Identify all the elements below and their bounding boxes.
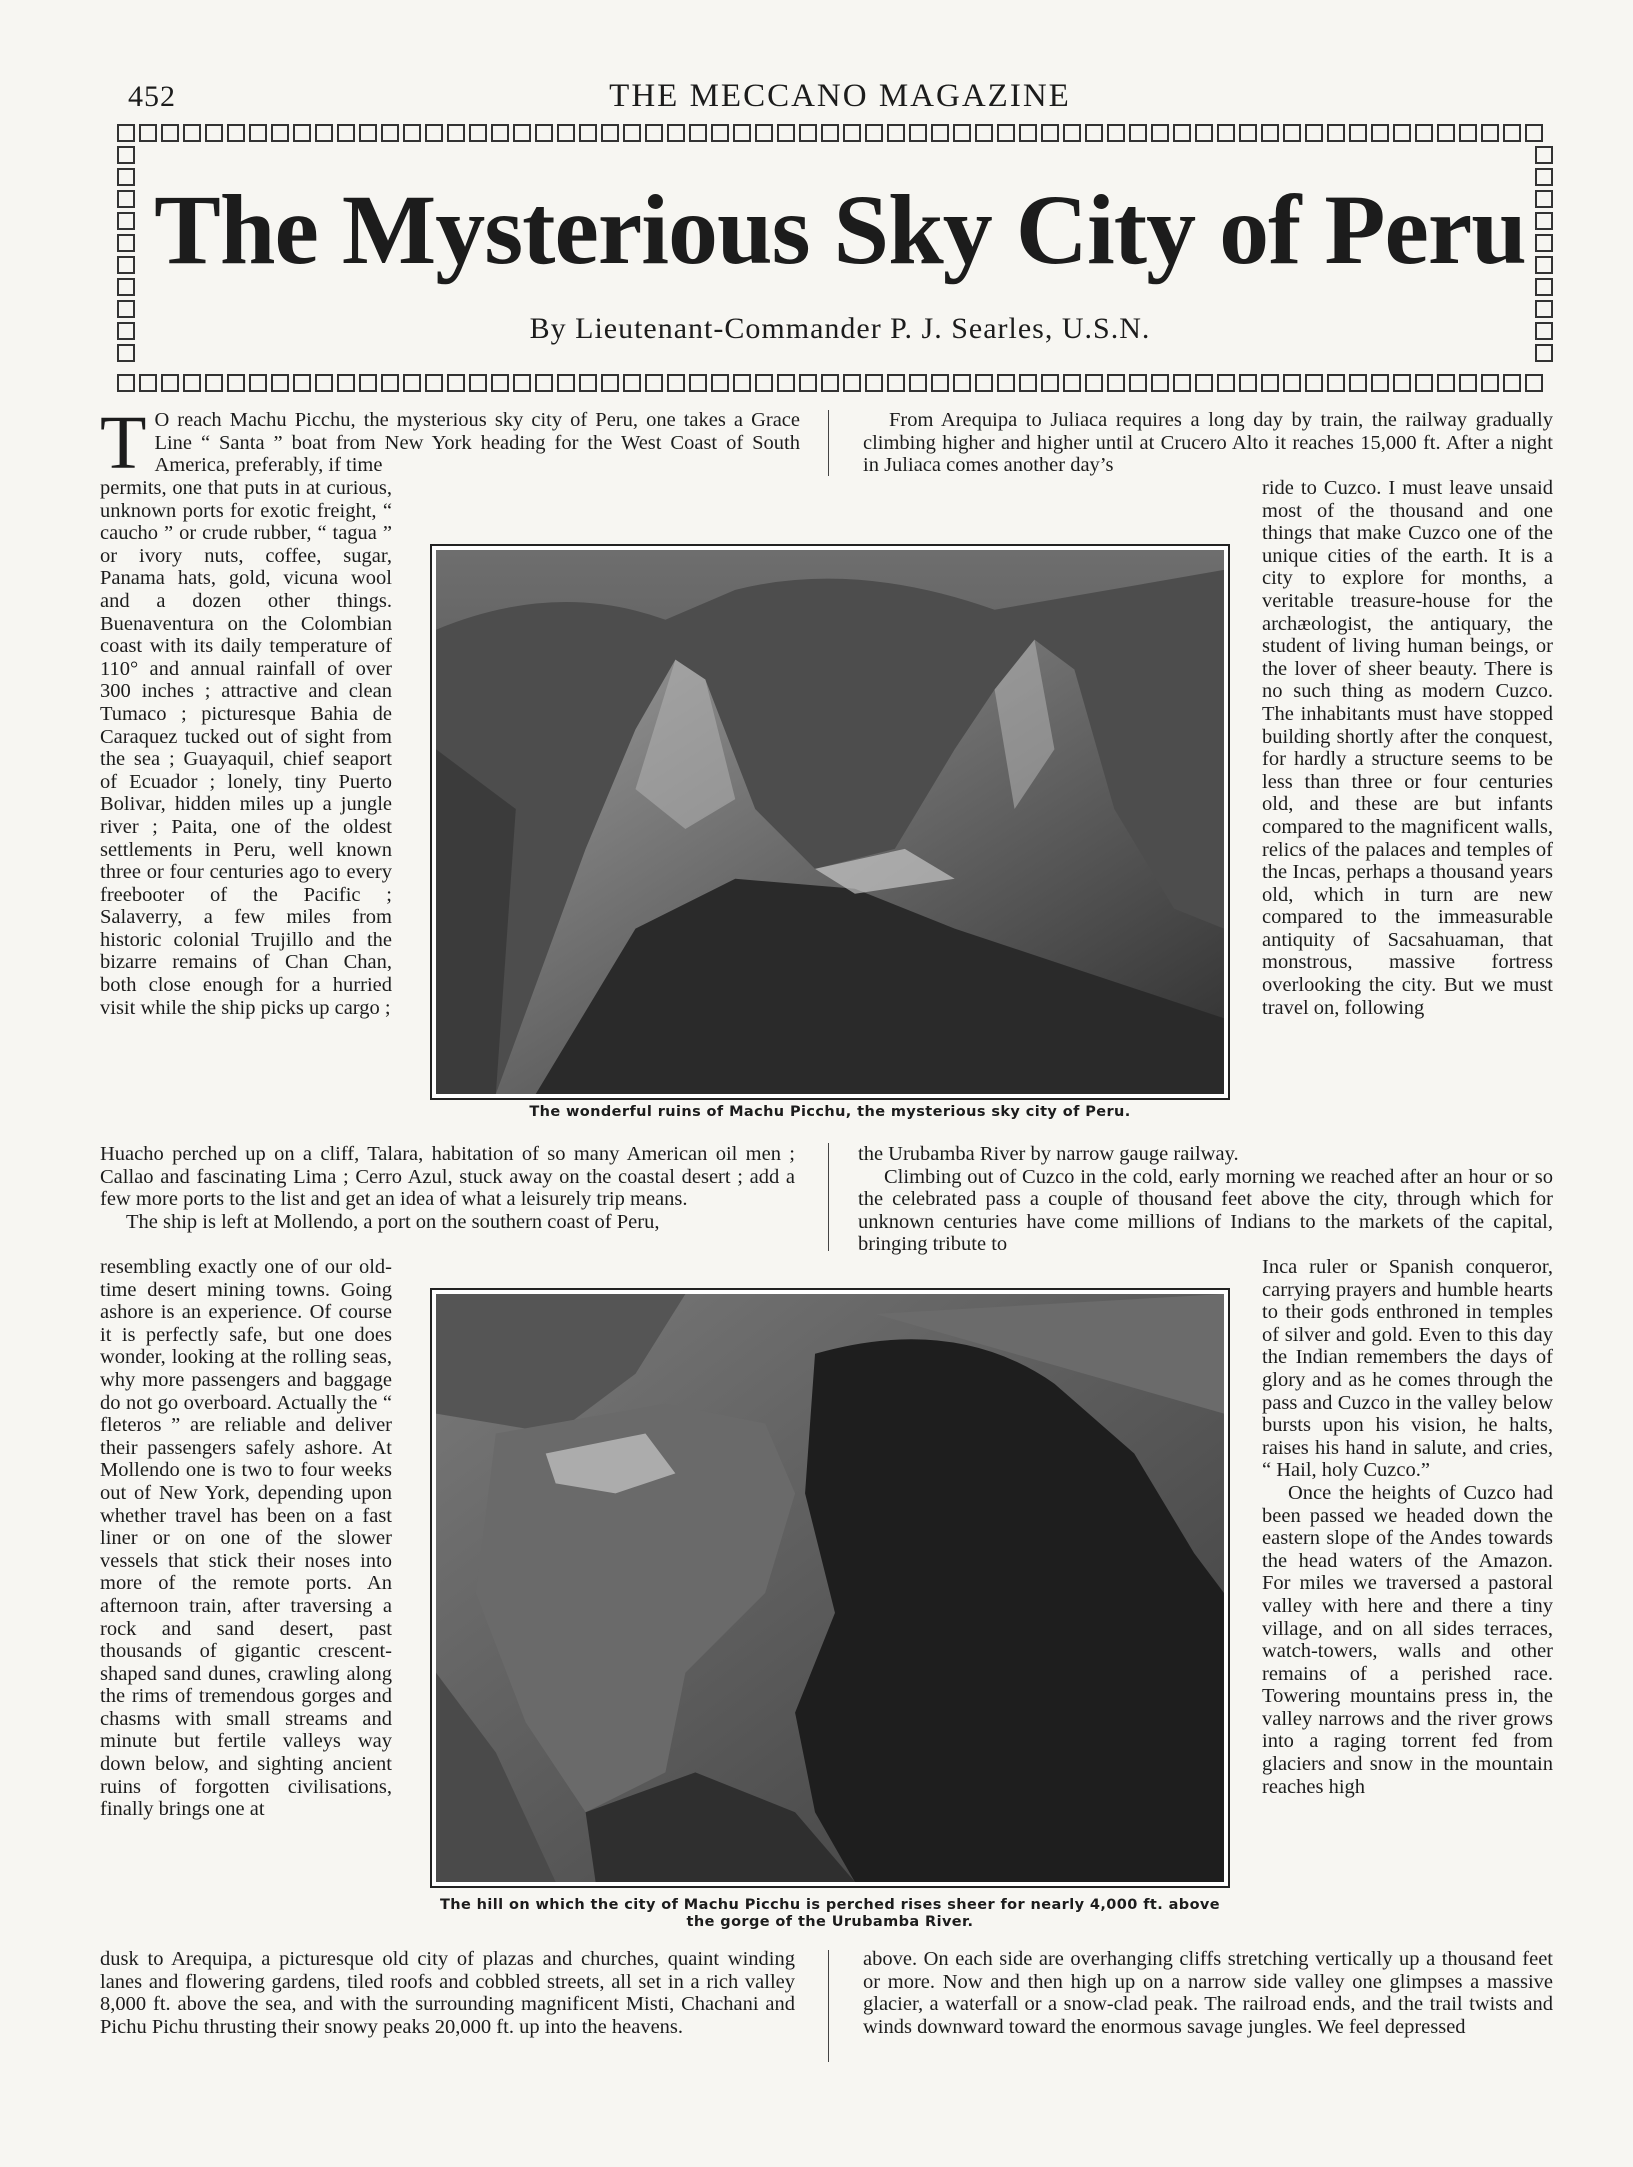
border-square bbox=[359, 124, 377, 142]
border-square bbox=[1481, 124, 1499, 142]
border-square bbox=[271, 374, 289, 392]
photo-2-caption: The hill on which the city of Machu Picchu is perched rises sheer for nearly 4,000 ft. above the gorge of the Urubamba River. bbox=[439, 1897, 1221, 1930]
border-square bbox=[315, 124, 333, 142]
border-square bbox=[1481, 374, 1499, 392]
border-square bbox=[1151, 374, 1169, 392]
border-square bbox=[579, 374, 597, 392]
border-square bbox=[205, 124, 223, 142]
border-square bbox=[1283, 124, 1301, 142]
border-square bbox=[447, 374, 465, 392]
border-square bbox=[931, 374, 949, 392]
border-square bbox=[799, 374, 817, 392]
border-square bbox=[1393, 374, 1411, 392]
border-square bbox=[1393, 124, 1411, 142]
border-square bbox=[117, 300, 135, 318]
border-square bbox=[315, 374, 333, 392]
left-column-top bbox=[100, 401, 800, 485]
border-square bbox=[205, 374, 223, 392]
magazine-title: THE MECCANO MAGAZINE bbox=[609, 78, 1071, 114]
border-square bbox=[1261, 124, 1279, 142]
border-square bbox=[953, 124, 971, 142]
border-square bbox=[1283, 374, 1301, 392]
border-square bbox=[909, 124, 927, 142]
right-column-bottom bbox=[863, 1948, 1553, 2038]
border-square bbox=[997, 374, 1015, 392]
photo-1-caption: The wonderful ruins of Machu Picchu, the mysterious sky city of Peru. bbox=[529, 1104, 1131, 1120]
border-square bbox=[1525, 374, 1543, 392]
border-square bbox=[1415, 124, 1433, 142]
border-square bbox=[403, 124, 421, 142]
border-square bbox=[1107, 124, 1125, 142]
border-square bbox=[293, 374, 311, 392]
border-square bbox=[843, 374, 861, 392]
border-square bbox=[909, 374, 927, 392]
page-number: 452 bbox=[128, 80, 176, 113]
column-divider bbox=[828, 410, 829, 476]
border-square bbox=[1349, 124, 1367, 142]
border-square bbox=[777, 374, 795, 392]
border-square bbox=[1085, 374, 1103, 392]
border-square bbox=[1349, 374, 1367, 392]
paragraph-andes: Once the heights of Cuzco had been passed we headed down the eastern slope of the Andes towards the head waters of the Amazon. For miles we traversed a pastoral valley with here and there a tiny village, and on all sides terraces, watch-towers, walls and other remains of a perished race. Towering mountains press in, the valley narrows and the river grows into a raging torrent fed from glaciers and snow in the mountain reaches high bbox=[1262, 1481, 1553, 1798]
paragraph-intro: O reach Machu Picchu, the mysterious sky city of Peru, one takes a Grace Line “ Santa ” boat from New York heading for the West Coast of South America, preferably, if time bbox=[154, 409, 800, 477]
border-square bbox=[1503, 374, 1521, 392]
border-square bbox=[1371, 374, 1389, 392]
border-square bbox=[887, 374, 905, 392]
border-square bbox=[1019, 124, 1037, 142]
border-square bbox=[689, 374, 707, 392]
border-top bbox=[115, 122, 1545, 144]
border-square bbox=[1327, 124, 1345, 142]
border-square bbox=[1217, 124, 1235, 142]
column-divider bbox=[828, 1143, 829, 1251]
border-square bbox=[139, 124, 157, 142]
border-square bbox=[1437, 124, 1455, 142]
border-square bbox=[1019, 374, 1037, 392]
border-square bbox=[117, 374, 135, 392]
border-square bbox=[975, 374, 993, 392]
border-square bbox=[293, 124, 311, 142]
photo-machu-picchu-ruins bbox=[430, 544, 1230, 1100]
border-square bbox=[1107, 374, 1125, 392]
border-square bbox=[755, 374, 773, 392]
border-square bbox=[931, 124, 949, 142]
border-square bbox=[139, 374, 157, 392]
border-square bbox=[117, 322, 135, 340]
border-square bbox=[183, 374, 201, 392]
left-column-wrap-1 bbox=[100, 477, 392, 1019]
border-square bbox=[667, 124, 685, 142]
paragraph-ports-cont: Huacho perched up on a cliff, Talara, habitation of so many American oil men ; Callao and fascinating Lima ; Cerro Azul, stuck away on the coastal desert ; add a few more ports to the list and get an idea of what a leisurely trip means. bbox=[100, 1143, 795, 1211]
border-square bbox=[381, 374, 399, 392]
border-square bbox=[271, 124, 289, 142]
border-square bbox=[1327, 374, 1345, 392]
paragraph-juliaca: From Arequipa to Juliaca requires a long day by train, the railway gradually climbing higher and higher until at Crucero Alto it reaches 15,000 ft. After a night in Juliaca comes another day’s bbox=[863, 409, 1553, 477]
border-square bbox=[447, 124, 465, 142]
border-square bbox=[623, 124, 641, 142]
paragraph-urubamba: the Urubamba River by narrow gauge railway. bbox=[858, 1143, 1239, 1165]
border-square bbox=[117, 256, 135, 274]
border-square bbox=[843, 124, 861, 142]
border-square bbox=[1063, 124, 1081, 142]
border-square bbox=[425, 124, 443, 142]
border-square bbox=[1371, 124, 1389, 142]
drop-cap: T bbox=[100, 401, 147, 485]
border-square bbox=[161, 374, 179, 392]
border-square bbox=[1459, 374, 1477, 392]
article-title: The Mysterious Sky City of Peru bbox=[154, 174, 1526, 285]
border-square bbox=[513, 374, 531, 392]
border-square bbox=[117, 146, 135, 164]
paragraph-arequipa: dusk to Arequipa, a picturesque old city of plazas and churches, quaint winding lanes and flowering gardens, tiled roofs and cobbled streets, all set in a rich valley 8,000 ft. above the sea, and with the surrounding magnificent Misti, Chachani and Pichu Pichu thrusting their snowy peaks 20,000 ft. up into the heavens. bbox=[100, 1948, 795, 2038]
border-square bbox=[337, 374, 355, 392]
border-square bbox=[1535, 344, 1553, 362]
border-square bbox=[711, 374, 729, 392]
border-square bbox=[601, 374, 619, 392]
left-column-mid bbox=[100, 1143, 795, 1233]
border-square bbox=[865, 374, 883, 392]
paragraph-glacier: above. On each side are overhanging cliffs stretching vertically up a thousand feet or more. Now and then high up on a narrow side valley one glimpses a massive glacier, a waterfall or a snow-clad peak. The railroad ends, and the trail twists and winds downward toward the enormous savage jungles. We feel depressed bbox=[863, 1948, 1553, 2038]
paragraph-mollendo-cont: resembling exactly one of our old-time desert mining towns. Going ashore is an experience. Of course it is perfectly safe, but one does wonder, looking at the rolling seas, why more passengers and baggage do not go overboard. Actually the “ fleteros ” are reliable and deliver their passengers safely ashore. At Mollendo one is two to four weeks out of New York, depending upon whether travel has been on a fast liner or on one of the slower vessels that stick their noses into more of the remote ports. An afternoon train, after traversing a rock and sand desert, past thousands of gigantic crescent-shaped sand dunes, crawling along the rims of tremendous gorges and chasms with small streams and minute but fertile valleys way down below, and sighting ancient ruins of forgotten civilisations, finally brings one at bbox=[100, 1256, 392, 1821]
border-square bbox=[183, 124, 201, 142]
border-square bbox=[117, 234, 135, 252]
border-square bbox=[1129, 374, 1147, 392]
border-square bbox=[1195, 374, 1213, 392]
border-square bbox=[799, 124, 817, 142]
border-square bbox=[733, 124, 751, 142]
right-column-wrap-2 bbox=[1262, 1256, 1553, 1798]
border-square bbox=[469, 374, 487, 392]
border-square bbox=[117, 278, 135, 296]
border-square bbox=[491, 124, 509, 142]
paragraph-pass: Climbing out of Cuzco in the cold, early morning we reached after an hour or so the celebrated pass a couple of thousand feet above the city, through which for unknown centuries have come millions of Indians to the markets of the capital, bringing tribute to bbox=[858, 1165, 1553, 1256]
border-square bbox=[689, 124, 707, 142]
border-square bbox=[249, 374, 267, 392]
paragraph-cuzco: ride to Cuzco. I must leave unsaid most of the thousand and one things that make Cuzco one of the unique cities of the earth. It is a city to explore for months, a veritable treasure-house for the archæologist, the antiquary, the student of living human beings, or the lover of sheer beauty. There is no such thing as modern Cuzco. The inhabitants must have stopped building shortly after the conquest, for hardly a structure seems to be less than three or four centuries old, and these are but infants compared to the magnificent walls, relics of the palaces and temples of the Incas, perhaps a thousand years old, which in turn are new compared to the immeasurable antiquity of Sacsahuaman, that monstrous, massive fortress overlooking the city. But we must travel on, following bbox=[1262, 477, 1553, 1019]
border-square bbox=[1415, 374, 1433, 392]
border-square bbox=[227, 374, 245, 392]
border-square bbox=[1239, 374, 1257, 392]
border-square bbox=[667, 374, 685, 392]
right-column-top bbox=[863, 409, 1553, 477]
border-square bbox=[953, 374, 971, 392]
border-square bbox=[865, 124, 883, 142]
border-square bbox=[513, 124, 531, 142]
border-square bbox=[887, 124, 905, 142]
border-square bbox=[249, 124, 267, 142]
border-square bbox=[117, 190, 135, 208]
border-square bbox=[161, 124, 179, 142]
border-square bbox=[579, 124, 597, 142]
border-square bbox=[1261, 374, 1279, 392]
border-left bbox=[115, 144, 137, 364]
border-square bbox=[1503, 124, 1521, 142]
paragraph-ports: permits, one that puts in at curious, unknown ports for exotic freight, “ caucho ” or crude rubber, “ tagua ” or ivory nuts, coffee, sugar, Panama hats, gold, vicuna wool and a dozen other things. Buenaventura on the Colombian coast with its daily temperature of 110° and annual rainfall of over 300 inches ; attractive and clean Tumaco ; picturesque Bahia de Caraquez tucked out of sight from the sea ; Guayaquil, chief seaport of Ecuador ; lonely, tiny Puerto Bolivar, hidden miles up a jungle river ; Paita, one of the oldest settlements in Peru, well known three or four centuries ago to every freebooter of the Pacific ; Salaverry, a few miles from historic colonial Trujillo and the bizarre remains of Chan Chan, both close enough for a hurried visit while the ship picks up cargo ; bbox=[100, 477, 392, 1019]
border-square bbox=[557, 374, 575, 392]
border-square bbox=[1239, 124, 1257, 142]
border-square bbox=[733, 374, 751, 392]
border-square bbox=[1535, 146, 1553, 164]
border-square bbox=[117, 168, 135, 186]
border-square bbox=[821, 374, 839, 392]
border-square bbox=[1525, 124, 1543, 142]
border-square bbox=[469, 124, 487, 142]
right-column-wrap-1 bbox=[1262, 477, 1553, 1019]
border-square bbox=[1173, 374, 1191, 392]
border-square bbox=[359, 374, 377, 392]
border-square bbox=[997, 124, 1015, 142]
border-square bbox=[975, 124, 993, 142]
column-divider bbox=[828, 1950, 829, 2062]
border-square bbox=[623, 374, 641, 392]
border-square bbox=[1085, 124, 1103, 142]
border-square bbox=[1459, 124, 1477, 142]
photo-urubamba-gorge bbox=[430, 1288, 1230, 1888]
border-square bbox=[711, 124, 729, 142]
border-square bbox=[535, 374, 553, 392]
byline: By Lieutenant-Commander P. J. Searles, U.S.N. bbox=[529, 312, 1151, 345]
border-square bbox=[337, 124, 355, 142]
right-column-mid bbox=[858, 1143, 1553, 1256]
mountain-photo bbox=[436, 550, 1224, 1094]
border-square bbox=[821, 124, 839, 142]
left-column-bottom bbox=[100, 1948, 795, 2038]
border-square bbox=[403, 374, 421, 392]
border-square bbox=[425, 374, 443, 392]
border-bottom bbox=[115, 372, 1545, 394]
border-square bbox=[1173, 124, 1191, 142]
left-column-wrap-2 bbox=[100, 1256, 392, 1821]
border-square bbox=[1129, 124, 1147, 142]
border-square bbox=[1063, 374, 1081, 392]
border-square bbox=[777, 124, 795, 142]
paragraph-mollendo: The ship is left at Mollendo, a port on the southern coast of Peru, bbox=[126, 1210, 660, 1233]
border-square bbox=[1151, 124, 1169, 142]
border-square bbox=[491, 374, 509, 392]
border-square bbox=[1195, 124, 1213, 142]
border-square bbox=[1437, 374, 1455, 392]
gorge-photo bbox=[436, 1294, 1224, 1882]
border-square bbox=[1041, 124, 1059, 142]
border-square bbox=[1305, 124, 1323, 142]
border-square bbox=[227, 124, 245, 142]
border-square bbox=[117, 124, 135, 142]
border-square bbox=[381, 124, 399, 142]
border-square bbox=[1217, 374, 1235, 392]
border-square bbox=[601, 124, 619, 142]
border-square bbox=[535, 124, 553, 142]
border-square bbox=[1041, 374, 1059, 392]
border-square bbox=[645, 374, 663, 392]
border-square bbox=[1305, 374, 1323, 392]
border-square bbox=[557, 124, 575, 142]
border-square bbox=[117, 344, 135, 362]
border-square bbox=[645, 124, 663, 142]
border-square bbox=[755, 124, 773, 142]
paragraph-inca: Inca ruler or Spanish conqueror, carrying prayers and humble hearts to their gods enthroned in temples of silver and gold. Even to this day the Indian remembers the days of glory and as he comes through the pass and Cuzco in the valley below bursts upon his vision, he halts, raises his hand in salute, and cries, “ Hail, holy Cuzco.” bbox=[1262, 1256, 1553, 1482]
border-square bbox=[117, 212, 135, 230]
